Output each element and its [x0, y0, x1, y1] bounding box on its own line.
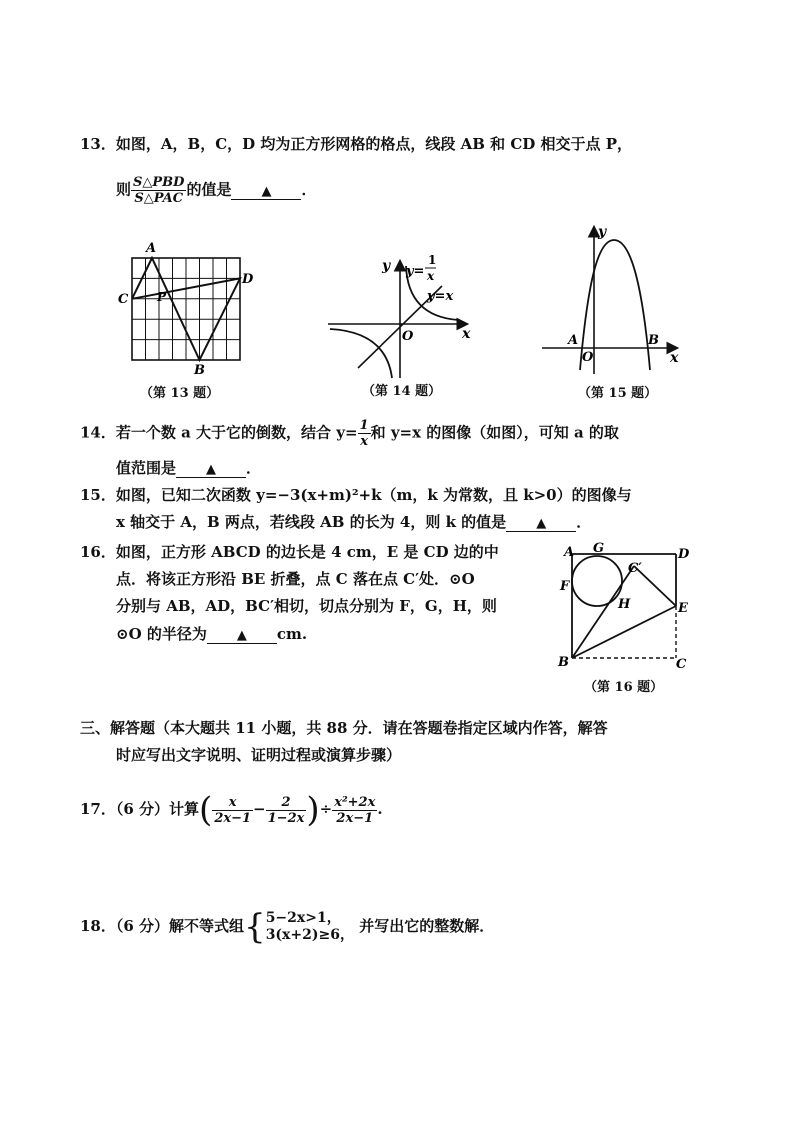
q17-label: （6 分）计算: [115, 800, 200, 818]
q15-number: 15．: [80, 486, 116, 504]
q18-number: 18．: [80, 917, 116, 935]
q17-f3-num: x²+2x: [334, 794, 376, 810]
fig15-label-a: A: [568, 333, 579, 348]
fig16-label-c: C: [676, 657, 687, 672]
q16-line1-text: 如图，正方形 ABCD 的边长是 4 cm，E 是 CD 边的中: [115, 543, 499, 561]
q13-line1: [80, 133, 632, 154]
fig14-label-o: O: [402, 329, 414, 344]
q14-text-b: 和 y=x 的图像（如图），可知 a 的取: [370, 423, 619, 442]
q17-f3-den: 2x−1: [336, 810, 374, 826]
q13-fraction: [131, 175, 186, 206]
q14-frac-numerator: 1: [359, 418, 369, 433]
q13-answer-blank[interactable]: ▲: [231, 185, 301, 200]
q15-end: ．: [576, 513, 592, 531]
figure-13: [110, 238, 260, 378]
q16-line1: [80, 541, 499, 562]
q17-frac3: [332, 795, 377, 826]
fig16-label-a: A: [564, 545, 575, 560]
q18-label: （6 分）解不等式组: [115, 917, 245, 935]
fig14-label-y: y: [382, 258, 391, 274]
figure-16: [556, 540, 692, 672]
q15-answer-blank[interactable]: ▲: [506, 517, 576, 532]
fig13-label-a: A: [146, 241, 157, 256]
fig15-label-o: O: [582, 350, 594, 365]
q14-answer-blank[interactable]: ▲: [176, 463, 246, 478]
q13-then: 则: [116, 180, 132, 199]
fig16-label-h: H: [618, 597, 631, 612]
q14-line2: [116, 457, 261, 478]
q17-paren-right: ): [306, 790, 320, 830]
q17-f1-num: x: [212, 795, 253, 811]
q17-div: ÷: [319, 800, 333, 818]
fig15-label-y: y: [598, 224, 607, 240]
fig16-label-e: E: [678, 601, 688, 616]
q13-end: ．: [301, 180, 317, 199]
q14-end: ．: [246, 459, 262, 477]
q16-line4: [116, 623, 307, 644]
q18-ineq2: 3(x+2)≥6，: [265, 927, 354, 943]
q14-text-a: 若一个数 a 大于它的倒数，结合 y=: [115, 423, 358, 442]
figure-14: [322, 250, 482, 382]
q14-fraction: [358, 418, 371, 449]
q13-number: 13．: [80, 135, 116, 153]
fig16-label-b: B: [558, 655, 569, 670]
section3-line1: 三、解答题（本大题共 11 小题，共 88 分．请在答题卷指定区域内作答，解答: [80, 719, 608, 737]
q16-number: 16．: [80, 543, 116, 561]
fig16-label-f: F: [560, 579, 570, 594]
q14-number: 14．: [80, 423, 116, 442]
section3-line2: 时应写出文字说明、证明过程或演算步骤）: [116, 746, 402, 764]
q18-system: [266, 910, 354, 944]
q17-frac2: [266, 795, 307, 826]
fig15-label-x: x: [670, 350, 679, 366]
q13-frac-denominator: S△PAC: [134, 191, 184, 206]
q16-answer-blank[interactable]: ▲: [207, 629, 277, 644]
fig14-label-x: x: [462, 326, 471, 342]
fig16-caption: （第 16 题）: [584, 680, 664, 695]
q16-unit: cm.: [276, 625, 308, 643]
q17-end: .: [377, 800, 383, 818]
q17-line: [80, 790, 383, 830]
fig14-caption: （第 14 题）: [362, 384, 442, 399]
q13-line2: [116, 175, 316, 206]
q17-f2-den: 1−2x: [267, 810, 305, 826]
figure-15: [538, 220, 688, 380]
fig16-label-c-prime: C′: [628, 561, 642, 576]
q14-frac-denominator: x: [360, 434, 368, 449]
q17-paren-left: (: [199, 790, 213, 830]
q14-line2-text: 值范围是: [116, 459, 177, 477]
fig13-label-c: C: [118, 292, 129, 307]
q17-f2-num: 2: [266, 795, 307, 811]
fig13-caption: （第 13 题）: [140, 386, 220, 401]
fig13-label-p: P: [157, 290, 167, 304]
q13-text: 如图，A，B，C，D 均为正方形网格的格点，线段 AB 和 CD 相交于点 P，: [115, 135, 633, 153]
fig16-label-d: D: [678, 547, 690, 562]
q17-frac1: [212, 795, 253, 826]
q17-f1-den: 2x−1: [214, 810, 252, 826]
q17-minus: −: [253, 800, 266, 818]
fig16-label-g: G: [593, 541, 605, 556]
q16-line4-text: ⊙O 的半径为: [116, 625, 207, 643]
fig15-caption: （第 15 题）: [578, 386, 658, 401]
fig14-curve-num: 1: [428, 253, 437, 267]
fig13-label-d: D: [242, 272, 254, 287]
q16-line3: 分别与 AB，AD，BC′相切，切点分别为 F，G，H，则: [116, 597, 497, 615]
q13-tail: 的值是: [186, 180, 232, 199]
q15-line2-text: x 轴交于 A，B 两点，若线段 AB 的长为 4，则 k 的值是: [116, 513, 507, 531]
q18-tail: 并写出它的整数解．: [359, 917, 495, 935]
q18-line: [80, 907, 495, 947]
q15-line1: [80, 484, 632, 505]
fig14-curve-den: x: [427, 269, 435, 283]
q14-line1: [80, 418, 619, 449]
q15-line1-text: 如图，已知二次函数 y=−3(x+m)²+k（m，k 为常数，且 k>0）的图像与: [115, 486, 632, 504]
fig14-line-label: y=x: [427, 289, 454, 304]
q17-number: 17．: [80, 800, 116, 818]
fig13-label-b: B: [194, 363, 205, 378]
q18-brace: {: [244, 907, 266, 947]
q15-line2: [116, 511, 591, 532]
fig14-curve-prefix: y=: [406, 264, 425, 279]
fig15-label-b: B: [648, 333, 659, 348]
q16-line2: 点．将该正方形沿 BE 折叠，点 C 落在点 C′处．⊙O: [116, 570, 475, 588]
q18-ineq1: 5−2x>1，: [265, 910, 341, 926]
q13-frac-numerator: S△PBD: [133, 175, 185, 190]
